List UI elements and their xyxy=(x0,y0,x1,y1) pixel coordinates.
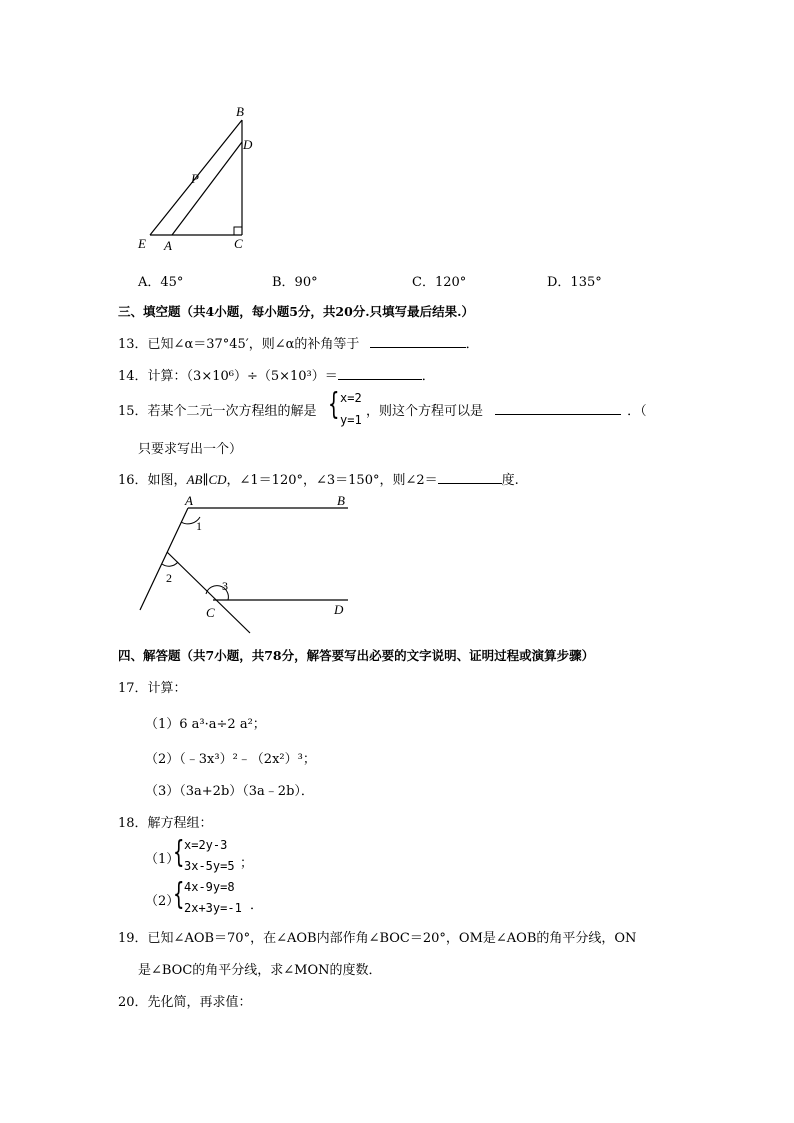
q19-num: 19． xyxy=(118,931,148,946)
q16 xyxy=(118,469,519,488)
label-A: A xyxy=(164,238,172,253)
q14 xyxy=(118,365,435,384)
q18-sys2-label: （2） xyxy=(145,894,180,909)
q15-num-text xyxy=(118,400,317,419)
q18-sys1-label: （1） xyxy=(145,852,180,867)
fig2-label-D: D xyxy=(334,602,344,617)
q16-num: 16． xyxy=(118,473,148,488)
q13-end: ． xyxy=(465,337,479,352)
option-b: B．90° xyxy=(272,275,318,290)
option-c: C．120° xyxy=(412,275,467,290)
section3-title: 三、填空题（共4小题，每小题5分，共20分.只填写最后结果.） xyxy=(118,304,474,319)
q18-sys2-end: ． xyxy=(250,898,264,913)
q14-text: 计算：（3×10⁶）÷（5×10³）＝ xyxy=(147,369,338,384)
section4-title: 四、解答题（共7小题，共78分，解答要写出必要的文字说明、证明过程或演算步骤） xyxy=(118,648,595,663)
label-D: D xyxy=(243,137,253,152)
q16-pre: 如图， xyxy=(147,473,187,488)
label-B: B xyxy=(236,104,244,119)
q19-line1 xyxy=(118,927,636,946)
q17-num: 17． xyxy=(118,681,148,696)
q19-text1: 已知∠AOB＝70°，在∠AOB内部作角∠BOC＝20°，OM是∠AOB的角平分线，ON xyxy=(147,931,637,946)
q18-sys1-end: ； xyxy=(240,856,254,871)
label-C: C xyxy=(234,236,243,251)
fig2-label-C: C xyxy=(206,605,215,620)
q13-num: 13． xyxy=(118,337,148,352)
fig2-label-B: B xyxy=(337,493,345,508)
q13 xyxy=(118,333,479,352)
q15-eq2: y=1 xyxy=(340,413,362,427)
q17-item-3: （3）（3a+2b）（3a﹣2b）． xyxy=(145,784,314,799)
label-E: E xyxy=(138,236,146,251)
q17-item-2: （2）（﹣3x³）²﹣（2x²）³； xyxy=(145,752,316,767)
q15-rest xyxy=(366,400,647,419)
q16-mid: ，∠1＝120°，∠3＝150°，则∠2＝ xyxy=(226,473,438,488)
q18-num: 18． xyxy=(118,816,148,831)
q13-text: 已知∠α＝37°45′，则∠α的补角等于 xyxy=(147,337,360,352)
q15-answer-blank[interactable] xyxy=(495,402,621,415)
q17 xyxy=(118,677,187,696)
q18 xyxy=(118,812,213,831)
q15-eq1: x=2 xyxy=(340,391,362,405)
q15-line2: 只要求写出一个） xyxy=(138,442,243,457)
label-P: P xyxy=(191,171,199,186)
q20-text: 先化简，再求值： xyxy=(147,995,252,1010)
q20 xyxy=(118,991,252,1010)
option-d: D．135° xyxy=(547,275,602,290)
angle-1-label: 1 xyxy=(196,519,202,533)
q18-text: 解方程组： xyxy=(147,816,213,831)
q14-num: 14． xyxy=(118,369,148,384)
q19-line2: 是∠BOC的角平分线，求∠MON的度数． xyxy=(138,963,382,978)
q15-text2: ，则这个方程可以是 xyxy=(366,404,484,419)
q18-sys1-eq1: x=2y-3 xyxy=(184,838,228,852)
parallel-lines-figure xyxy=(130,490,360,640)
q18-sys1-eq2: 3x-5y=5 xyxy=(184,859,235,873)
q20-num: 20． xyxy=(118,995,148,1010)
q14-answer-blank[interactable] xyxy=(338,367,422,380)
q15-brace: { xyxy=(328,387,340,422)
q14-end: ． xyxy=(421,369,435,384)
q15-text: 若某个二元一次方程组的解是 xyxy=(147,404,317,419)
q16-end: 度. xyxy=(501,473,519,488)
q13-answer-blank[interactable] xyxy=(370,335,466,348)
triangle-figure xyxy=(130,100,260,260)
angle-3-label: 3 xyxy=(222,579,228,593)
q16-answer-blank[interactable] xyxy=(438,471,502,484)
q15-end: ．（ xyxy=(627,404,647,419)
q18-sys1-brace: { xyxy=(173,835,185,870)
q18-sys2-eq2: 2x+3y=-1 xyxy=(184,901,242,915)
q18-sys2-eq1: 4x-9y=8 xyxy=(184,880,235,894)
fig2-label-A: A xyxy=(185,493,193,508)
option-a: A．45° xyxy=(138,275,184,290)
q16-ab: AB∥CD xyxy=(186,472,227,487)
q17-item-1: （1）6 a³·a÷2 a²； xyxy=(145,717,266,732)
angle-2-label: 2 xyxy=(166,571,172,585)
q18-sys2-brace: { xyxy=(173,877,185,912)
q17-text: 计算： xyxy=(147,681,187,696)
q15-num: 15． xyxy=(118,404,148,419)
